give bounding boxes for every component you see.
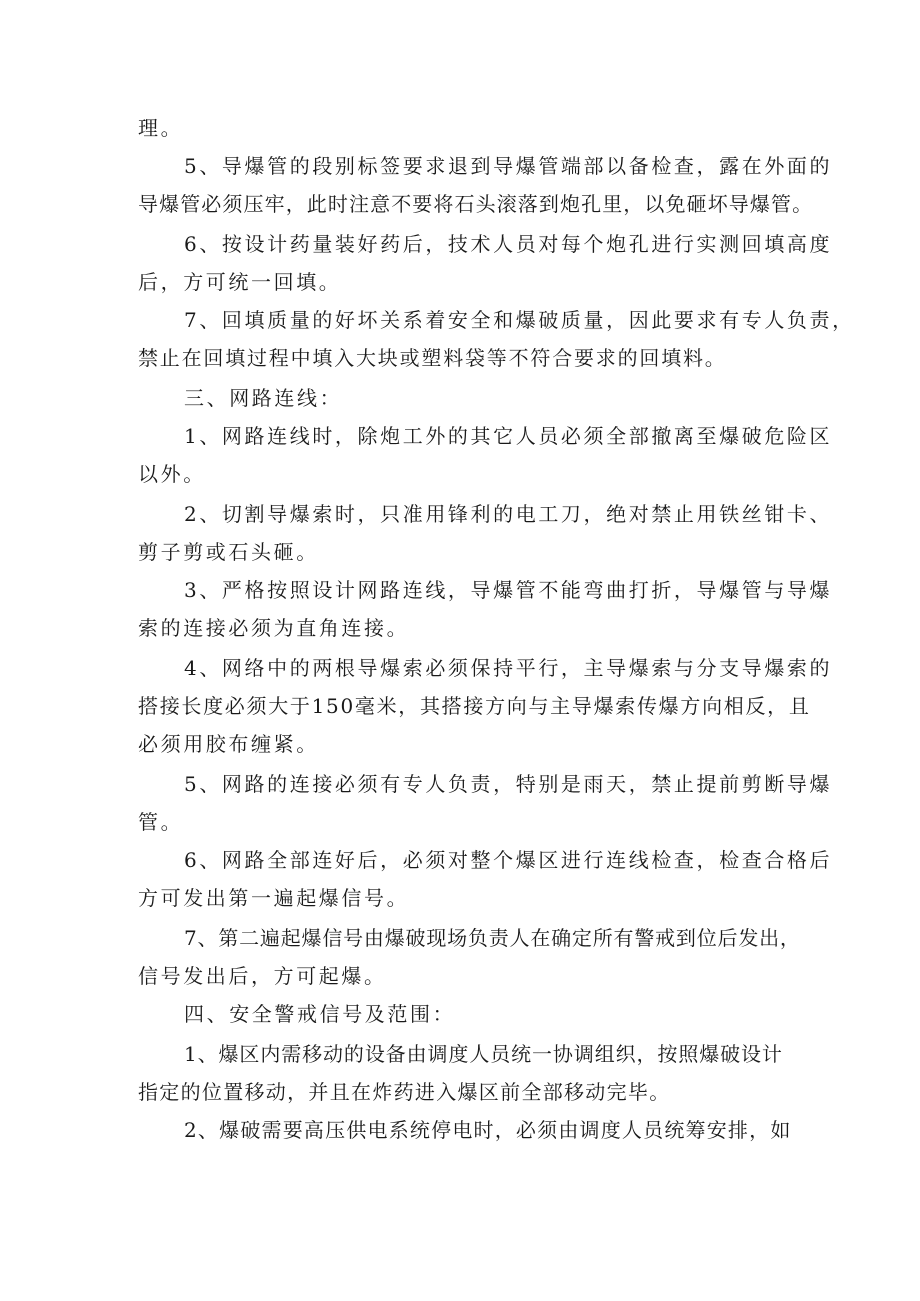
text-line: 信号发出后，方可起爆。 (138, 964, 387, 988)
text-line: 管。 (138, 810, 184, 834)
text-line: 4、网络中的两根导爆索必须保持平行，主导爆索与分支导爆索的 (184, 656, 833, 680)
text-line: 3、严格按照设计网路连线，导爆管不能弯曲打折，导爆管与导爆 (184, 578, 833, 602)
section-heading: 三、网路连线： (184, 386, 343, 410)
text-line: 6、网路全部连好后，必须对整个爆区进行连线检查，检查合格后 (184, 848, 833, 872)
text-line: 搭接长度必须大于150毫米，其搭接方向与主导爆索传爆方向相反，且 (138, 694, 811, 718)
text-line: 以外。 (138, 462, 206, 486)
text-line: 7、回填质量的好坏关系着安全和爆破质量，因此要求有专人负责， (184, 308, 855, 332)
text-line: 后，方可统一回填。 (138, 270, 342, 294)
text-line: 5、导爆管的段别标签要求退到导爆管端部以备检查，露在外面的 (184, 154, 833, 178)
text-line: 必须用胶布缠紧。 (138, 732, 319, 756)
text-line: 导爆管必须压牢，此时注意不要将石头滚落到炮孔里，以免砸坏导爆管。 (138, 192, 814, 216)
text-line: 1、爆区内需移动的设备由调度人员统一协调组织，按照爆破设计 (184, 1042, 783, 1066)
section-heading: 四、安全警戒信号及范围： (184, 1002, 456, 1026)
text-line: 2、爆破需要高压供电系统停电时，必须由调度人员统筹安排，如 (184, 1118, 792, 1142)
text-line: 2、切割导爆索时，只准用锋利的电工刀，绝对禁止用铁丝钳卡、 (184, 502, 833, 526)
text-line: 1、网路连线时，除炮工外的其它人员必须全部撤离至爆破危险区 (184, 424, 833, 448)
text-line: 指定的位置移动，并且在炸药进入爆区前全部移动完毕。 (138, 1080, 671, 1104)
text-line: 6、按设计药量装好药后，技术人员对每个炮孔进行实测回填高度 (184, 232, 833, 256)
text-line: 5、网路的连接必须有专人负责，特别是雨天，禁止提前剪断导爆 (184, 772, 833, 796)
text-line: 剪子剪或石头砸。 (138, 540, 319, 564)
text-line: 理。 (138, 116, 184, 140)
text-line: 索的连接必须为直角连接。 (138, 616, 410, 640)
text-line: 方可发出第一遍起爆信号。 (138, 886, 410, 910)
text-line: 禁止在回填过程中填入大块或塑料袋等不符合要求的回填料。 (138, 346, 727, 370)
text-line: 7、第二遍起爆信号由爆破现场负责人在确定所有警戒到位后发出， (184, 926, 801, 950)
